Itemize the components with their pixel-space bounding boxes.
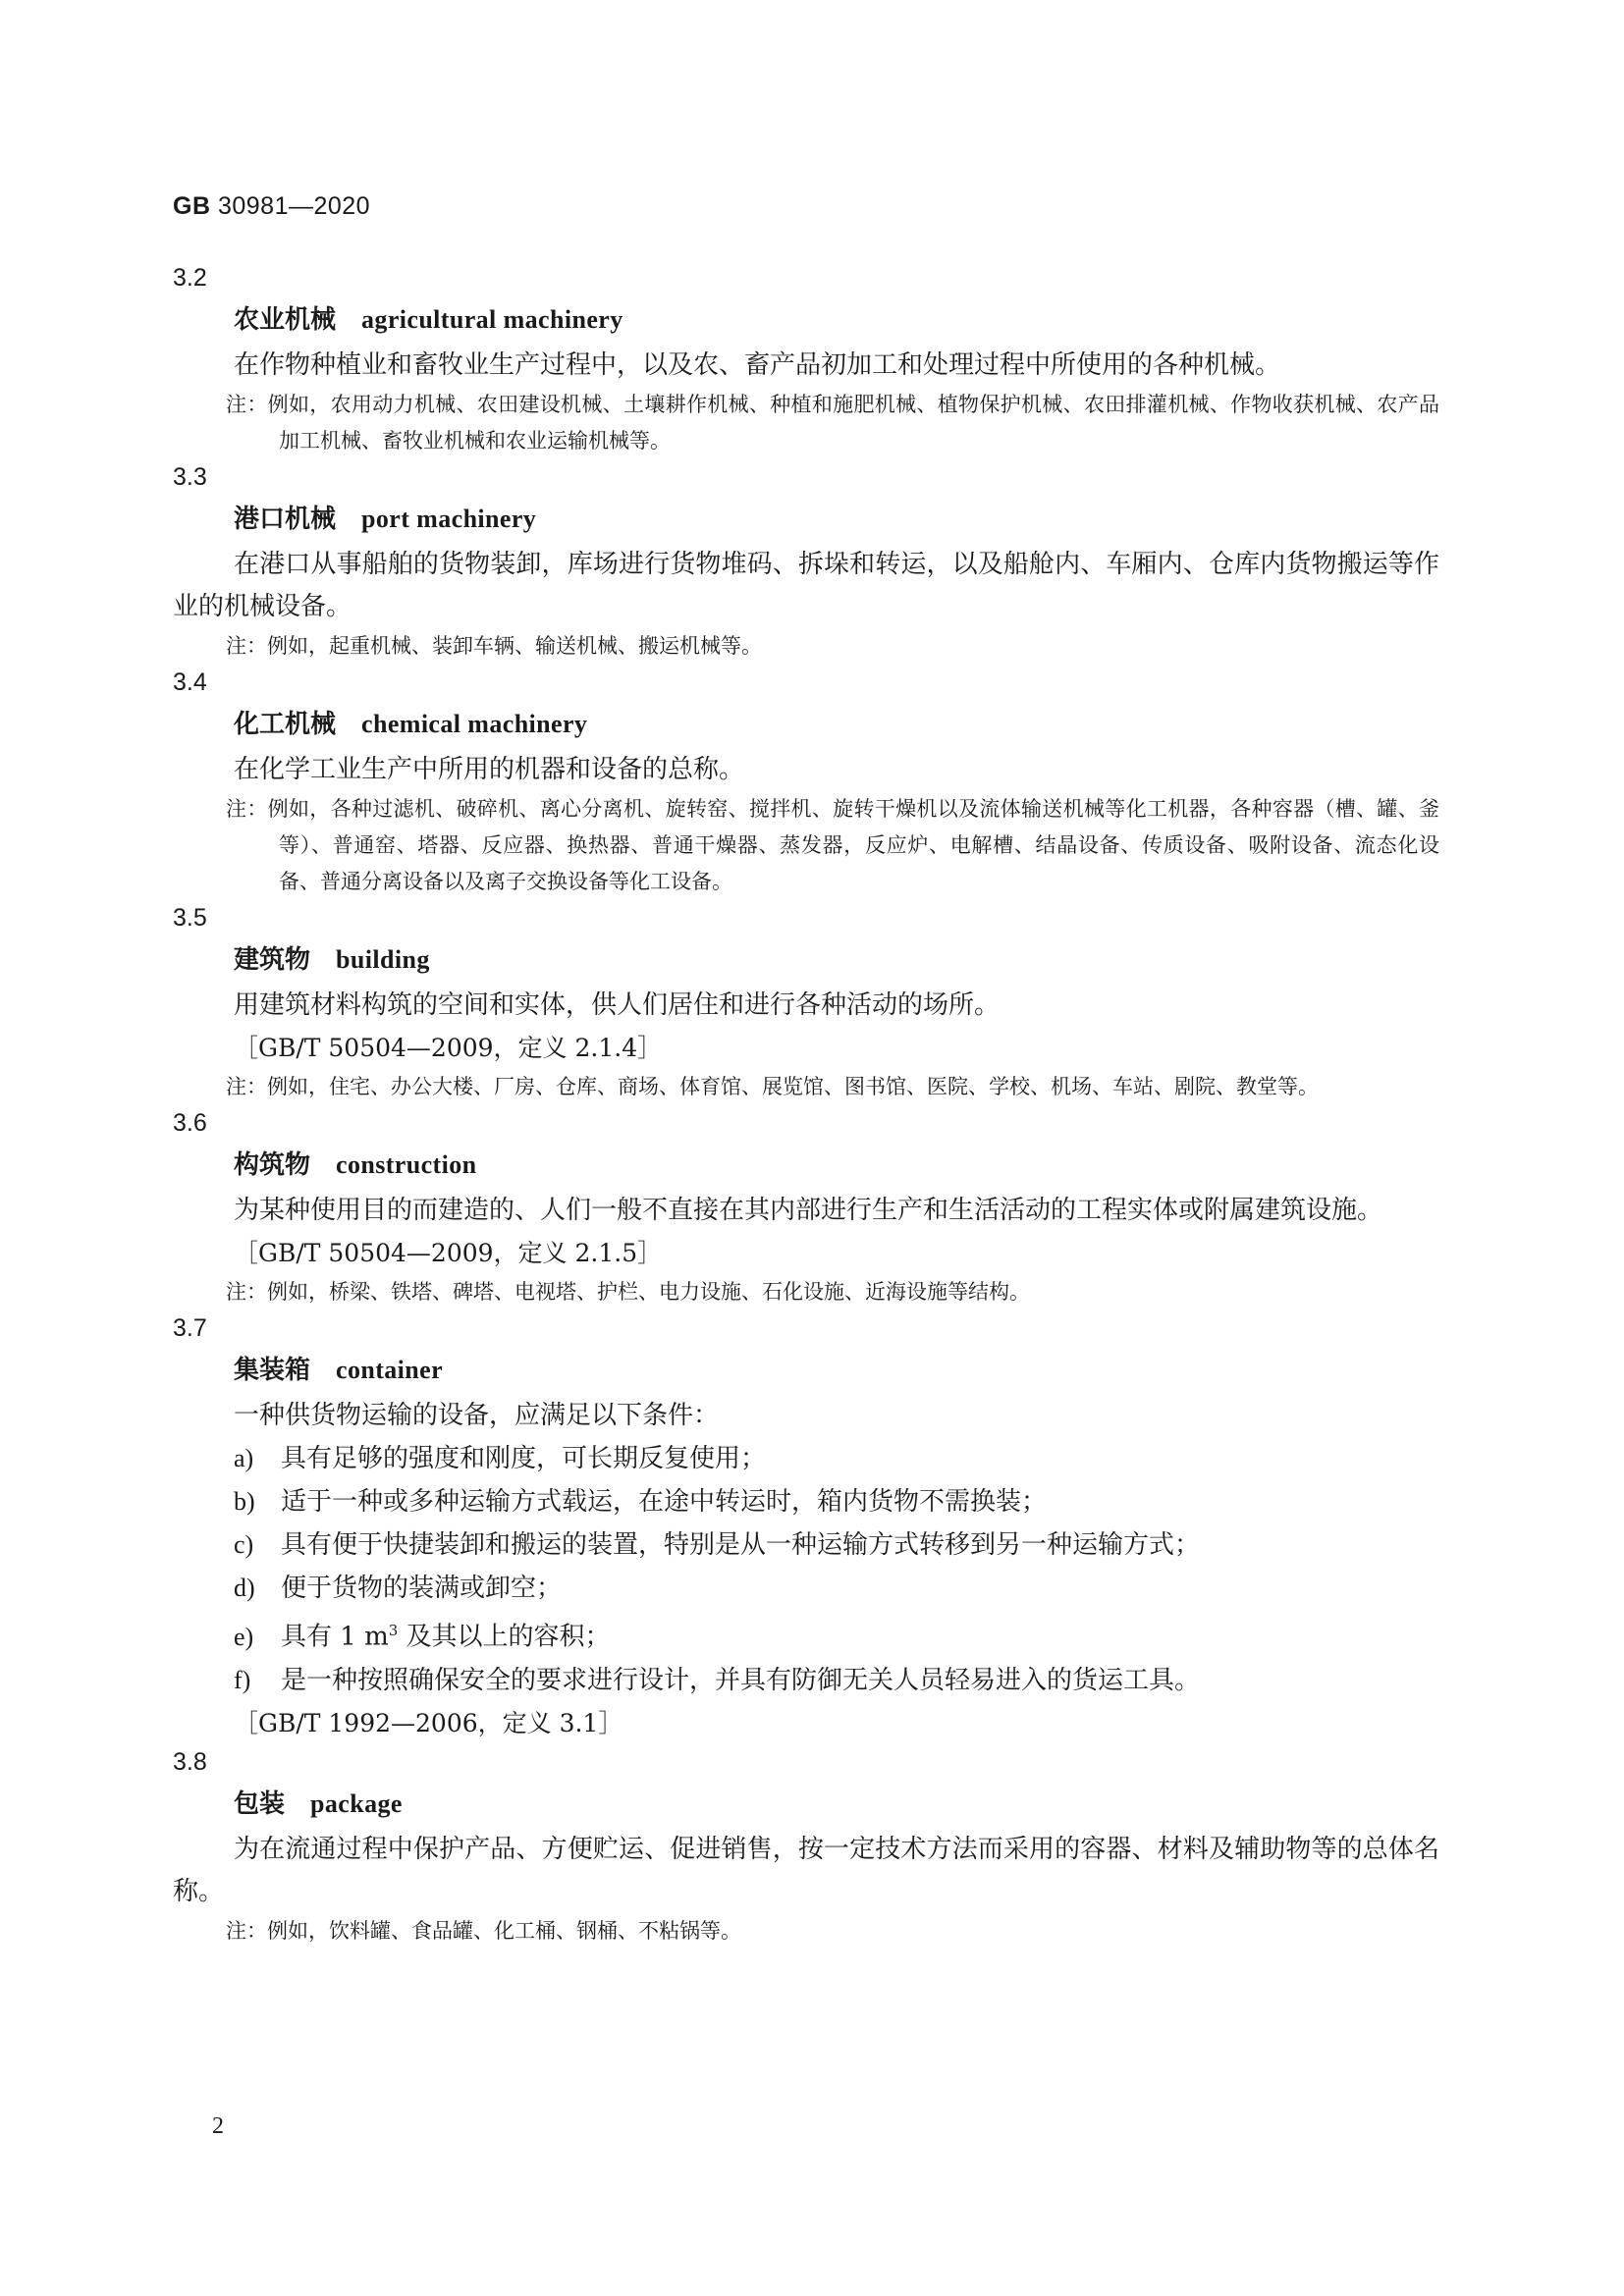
list-item [234,1437,1439,1480]
term-source: ［GB/T 50504—2009，定义 2.1.5］ [234,1239,663,1267]
list-item-label: e) [234,1622,254,1651]
term-note: 注：例如，饮料罐、食品罐、化工桶、钢桶、不粘锅等。 [226,1918,741,1943]
term-zh: 化工机械 [234,710,337,739]
term-definition: 为在流通过程中保护产品、方便贮运、促进销售，按一定技术方法而采用的容器、材料及辅助物等的总体名称。 [173,1834,1439,1906]
term-source: ［GB/T 1992—2006，定义 3.1］ [234,1708,623,1737]
list-item-text: 具有足够的强度和刚度，可长期反复使用； [281,1444,767,1473]
term-zh: 农业机械 [234,305,337,335]
term-heading [234,935,1439,985]
term-definition: 用建筑材料构筑的空间和实体，供人们居住和进行各种活动的场所。 [234,990,1001,1020]
term-note: 注：例如，农用动力机械、农田建设机械、土壤耕作机械、种植和施肥机械、植物保护机械、农田排灌机械、作物收获机械、农产品加工机械、畜牧业机械和农业运输机械等。 [226,393,1439,453]
term-heading [234,700,1439,749]
clause-number: 3.4 [173,668,207,696]
clause-number: 3.5 [173,904,207,932]
list-item-label: b) [234,1487,255,1516]
list-item [234,1480,1439,1523]
list-item [234,1567,1439,1610]
term-heading [234,1346,1439,1395]
term-zh: 集装箱 [234,1356,311,1385]
clause-number: 3.6 [173,1109,207,1137]
term-heading [234,295,1439,345]
term-definition: 在作物种植业和畜牧业生产过程中，以及农、畜产品初加工和处理过程中所使用的各种机械。 [234,350,1281,380]
list-item-text: 适于一种或多种运输方式载运，在途中转运时，箱内货物不需换装； [281,1487,1048,1517]
term-note: 注：例如，起重机械、装卸车辆、输送机械、搬运机械等。 [226,634,762,658]
list-item-text: 及其以上的容积； [398,1622,611,1652]
term-definition: 在港口从事船舶的货物装卸，库场进行货物堆码、拆垛和转运，以及船舱内、车厢内、仓库内货物搬运等作业的机械设备。 [173,550,1439,621]
list-item-label: d) [234,1574,255,1602]
term-zh: 建筑物 [234,945,311,975]
list-item-label: f) [234,1665,251,1694]
list-item [234,1610,1439,1659]
term-zh: 港口机械 [234,505,337,534]
term-definition: 一种供货物运输的设备，应满足以下条件： [234,1401,720,1430]
standard-code: GB [173,192,211,220]
term-zh: 包装 [234,1789,286,1819]
term-en: chemical machinery [361,710,588,738]
term-en: port machinery [361,505,537,533]
superscript: 3 [388,1622,399,1639]
term-definition: 在化学工业生产中所用的机器和设备的总称。 [234,755,745,784]
term-en: package [310,1789,403,1818]
list-item-text: 是一种按照确保安全的要求进行设计，并具有防御无关人员轻易进入的货运工具。 [281,1665,1201,1695]
list-item-label: c) [234,1530,254,1559]
term-heading [234,495,1439,544]
list-item-text: 具有便于快捷装卸和搬运的装置，特别是从一种运输方式转移到另一种运输方式； [281,1530,1201,1560]
term-note: 注：例如，各种过滤机、破碎机、离心分离机、旋转窑、搅拌机、旋转干燥机以及流体输送机械等化工机器，各种容器（槽、罐、釜等）、普通窑、塔器、反应器、换热器、普通干燥器、蒸发器，反应炉、电解槽、结晶设备、传质设备、吸附设备、流态化设备、普通分离设备以及离子交换设备等化工设备。 [226,797,1439,893]
list-item-label: a) [234,1444,254,1472]
document-body [173,260,1439,1949]
clause-number: 3.7 [173,1314,207,1342]
term-en: agricultural machinery [361,305,623,334]
term-en: container [336,1356,444,1384]
list-item-text: 具有 1 m [281,1622,389,1652]
term-note: 注：例如，住宅、办公大楼、厂房、仓库、商场、体育馆、展览馆、图书馆、医院、学校、机场、车站、剧院、教堂等。 [226,1075,1319,1098]
term-zh: 构筑物 [234,1150,311,1180]
clause-number: 3.8 [173,1747,207,1776]
clause-number: 3.2 [173,264,207,292]
page-number: 2 [212,2113,224,2139]
term-en: construction [336,1150,477,1179]
standard-header [173,192,370,221]
list-item-text: 便于货物的装满或卸空； [281,1574,563,1603]
list-item [234,1523,1439,1567]
list-item [234,1659,1439,1702]
term-source: ［GB/T 50504—2009，定义 2.1.4］ [234,1034,663,1062]
term-heading [234,1780,1439,1829]
term-heading [234,1141,1439,1190]
term-note: 注：例如，桥梁、铁塔、碑塔、电视塔、护栏、电力设施、石化设施、近海设施等结构。 [226,1280,1030,1304]
standard-number: 30981—2020 [217,192,371,220]
clause-number: 3.3 [173,463,207,491]
term-definition: 为某种使用目的而建造的、人们一般不直接在其内部进行生产和生活活动的工程实体或附属建筑设施。 [234,1196,1383,1225]
term-en: building [336,945,430,974]
